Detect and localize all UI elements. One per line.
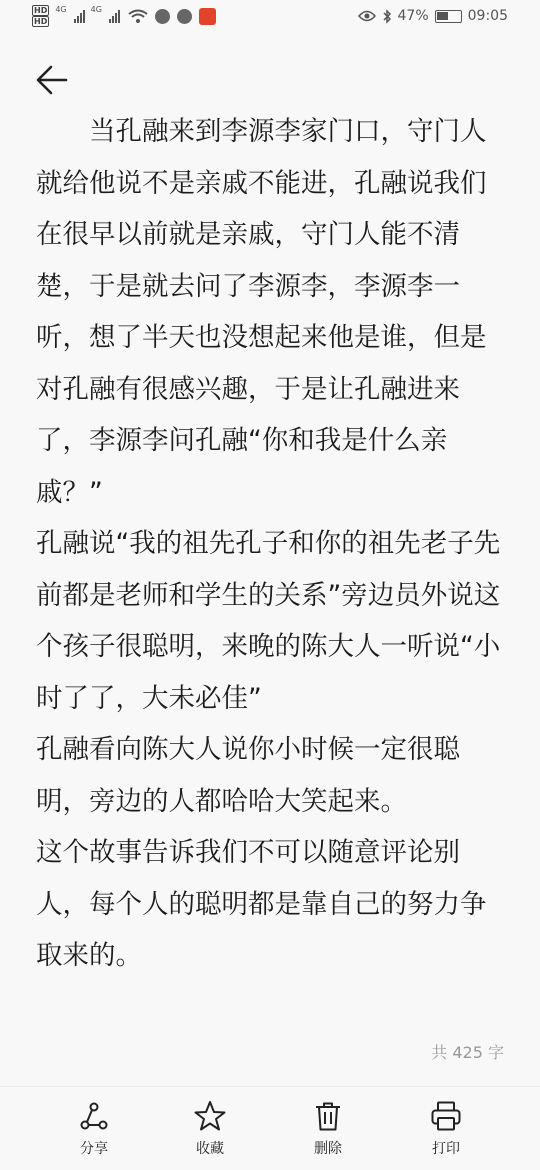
battery-percent: 47% — [397, 8, 429, 24]
signal-icon — [74, 9, 85, 23]
back-arrow-icon — [34, 62, 70, 98]
clock: 09:05 — [467, 8, 508, 24]
wechat-icon — [177, 9, 192, 24]
wifi-icon — [128, 9, 148, 24]
battery-icon — [435, 10, 462, 23]
note-content[interactable] — [36, 106, 506, 976]
status-left — [32, 5, 216, 27]
paragraph: 孔融说“我的祖先孔子和你的祖先老子先前都是老师和学生的关系”旁边员外说这个孩子很聪明，来晚的陈大人一听说“小时了了，大未必佳” — [36, 528, 501, 714]
delete-label: 删除 — [314, 1141, 342, 1157]
share-icon — [77, 1099, 111, 1133]
bottom-toolbar — [0, 1086, 540, 1170]
printer-icon — [429, 1099, 463, 1133]
status-right — [358, 8, 508, 24]
network-type-2: 4G — [90, 5, 102, 14]
signal-icon — [109, 9, 120, 23]
word-count: 共 425 字 — [431, 1043, 504, 1062]
delete-button[interactable] — [288, 1099, 368, 1165]
app-notification-icon — [199, 8, 216, 25]
favorite-label: 收藏 — [196, 1141, 224, 1157]
paragraph: 当孔融来到李源李家门口，守门人就给他说不是亲戚不能进，孔融说我们在很早以前就是亲戚，守门人能不清楚，于是就去问了李源李，李源李一听，想了半天也没想起来他是谁，但是对孔融有很感兴趣，于是让孔融进来了，李源李问孔融“你和我是什么亲戚？” — [36, 116, 487, 508]
back-button[interactable] — [34, 62, 74, 98]
hd-indicator: HD HD — [34, 6, 48, 26]
network-type-1: 4G — [55, 5, 67, 14]
status-bar — [0, 0, 540, 38]
message-icon — [155, 9, 170, 24]
trash-icon — [311, 1099, 345, 1133]
print-button[interactable] — [406, 1099, 486, 1165]
star-icon — [193, 1099, 227, 1133]
paragraph: 这个故事告诉我们不可以随意评论别人，每个人的聪明都是靠自己的努力争取来的。 — [36, 837, 487, 971]
share-button[interactable] — [54, 1099, 134, 1165]
favorite-button[interactable] — [170, 1099, 250, 1165]
eye-icon — [358, 10, 376, 22]
paragraph: 孔融看向陈大人说你小时候一定很聪明，旁边的人都哈哈大笑起来。 — [36, 734, 460, 817]
share-label: 分享 — [80, 1141, 108, 1157]
bluetooth-icon — [382, 9, 392, 24]
print-label: 打印 — [432, 1141, 460, 1157]
